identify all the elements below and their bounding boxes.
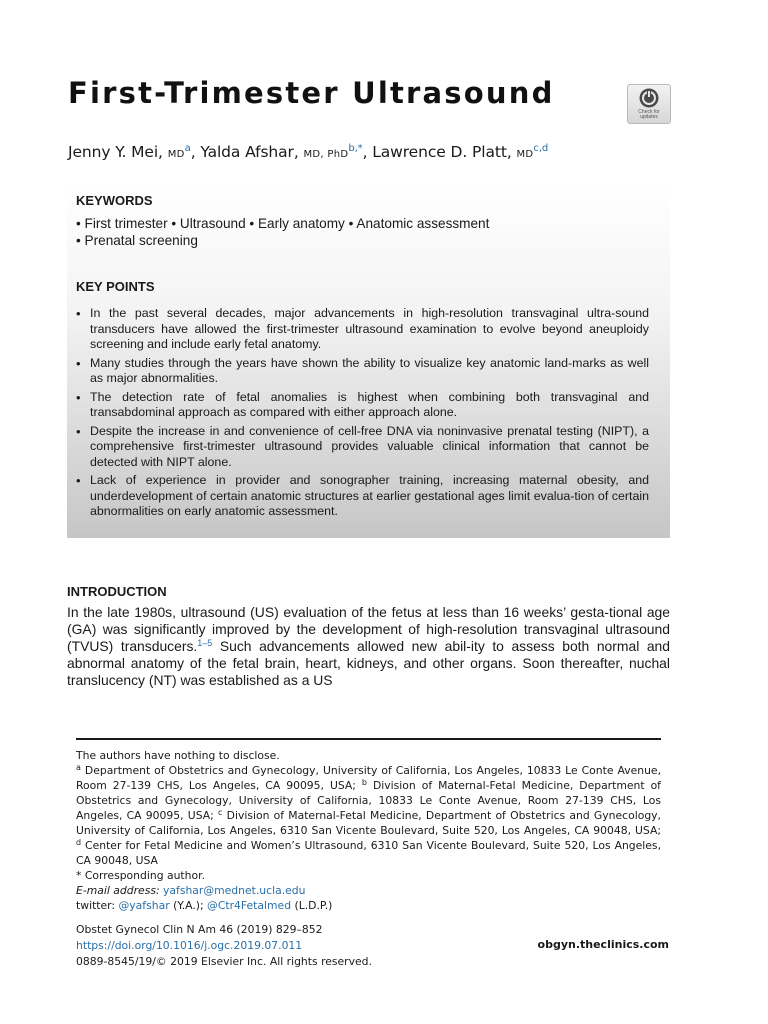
key-point-item: • The detection rate of fetal anomalies is highest when combining both transvaginal and transabdominal approach as compared with either approach alone. [76, 390, 649, 421]
corresponding-author-note: * Corresponding author. [76, 869, 205, 882]
email-line [76, 883, 661, 898]
author-degree: MD [516, 149, 534, 160]
affiliation-marker: b [361, 778, 367, 787]
author-affiliation-link[interactable]: b,* [348, 143, 363, 154]
key-point-item: • In the past several decades, major advancements in high-resolution transvaginal ultra-sound transducers have allowed the first-trimester ultrasound examination to evolve beyond aneuploidy screening and include early fetal anatomy. [76, 306, 649, 353]
journal-info [76, 922, 372, 970]
affiliation-text: Center for Fetal Medicine and Women’s Ultrasound, 6310 San Vicente Boulevard, Suite 520, Los Angeles, CA 90048, USA [76, 839, 661, 867]
journal-citation: Obstet Gynecol Clin N Am 46 (2019) 829–852 [76, 923, 323, 936]
keywords-line: • First trimester • Ultrasound • Early anatomy • Anatomic assessment [76, 216, 490, 231]
footnote-divider [76, 738, 661, 740]
affiliations [76, 763, 661, 868]
author-degree: MD [167, 149, 185, 160]
introduction-paragraph [67, 604, 670, 689]
key-points-list [76, 306, 649, 523]
keywords-heading: KEYWORDS [76, 193, 153, 208]
author-name: Jenny Y. Mei, [68, 143, 163, 161]
copyright-line: 0889-8545/19/© 2019 Elsevier Inc. All rights reserved. [76, 955, 372, 968]
author-name: Lawrence D. Platt, [372, 143, 512, 161]
affiliation-marker: c [218, 808, 223, 817]
email-link[interactable]: yafshar@mednet.ucla.edu [163, 884, 306, 897]
key-point-item: • Many studies through the years have shown the ability to visualize key anatomic land-marks as well as major abnormalities. [76, 356, 649, 387]
badge-label: Check for updates [638, 109, 660, 120]
article-title: First-Trimester Ultrasound [68, 76, 555, 110]
introduction-heading: INTRODUCTION [67, 584, 167, 599]
citation-link[interactable]: 1–5 [197, 638, 213, 648]
keywords-list [76, 215, 656, 249]
twitter-note: (Y.A.); [173, 899, 204, 912]
intro-text: Such advancements allowed new abil-ity to assess both normal and abnormal anatomy of the fetal brain, heart, kidneys, and other organs. Soon thereafter, nuchal translucency (NT) was established as a US [67, 638, 670, 688]
author-list: Jenny Y. Mei, $MD^a$, Yalda Afshar, MD, PhD$^{b,*}$, Lawrence D. Platt, MD$^{c,d}$ [68, 143, 549, 161]
twitter-link-yafshar[interactable]: @yafshar [118, 899, 170, 912]
keywords-keypoints-box [67, 182, 670, 538]
affiliation-text: Division of Maternal-Fetal Medicine, Department of Obstetrics and Gynecology, University of California, 10833 Le Conte Avenue, Room 27-139 CHS, Los Angeles, CA 90095, USA; [76, 779, 661, 822]
journal-website[interactable]: obgyn.theclinics.com [537, 938, 669, 951]
doi-link[interactable]: https://doi.org/10.1016/j.ogc.2019.07.011 [76, 939, 303, 952]
key-point-item: • Despite the increase in and convenience of cell-free DNA via noninvasive prenatal testing (NIPT), a comprehensive first-trimester ultrasound provides valuable clinical information that cannot be detected with NIPT alone. [76, 424, 649, 471]
key-point-item: • Lack of experience in provider and sonographer training, increasing maternal obesity, and underdevelopment of certain anatomic structures at earlier gestational ages limit evalua-tion of certain abnormalities on early anatomic assessment. [76, 473, 649, 520]
email-label: E-mail address: [76, 884, 160, 897]
disclosure-note: The authors have nothing to disclose. [76, 749, 280, 762]
twitter-note: (L.D.P.) [294, 899, 333, 912]
affiliation-marker: a [76, 763, 81, 772]
affiliation-marker: d [76, 838, 82, 847]
twitter-label: twitter: [76, 899, 116, 912]
twitter-link-ctr4fetalmed[interactable]: @Ctr4Fetalmed [207, 899, 292, 912]
footnotes [76, 748, 661, 913]
author-name: Yalda Afshar, [200, 143, 299, 161]
keywords-line: • Prenatal screening [76, 233, 198, 248]
check-for-updates-badge[interactable] [627, 84, 671, 124]
twitter-line [76, 898, 661, 913]
author-affiliation-link[interactable]: a [184, 143, 191, 154]
author-affiliation-link[interactable]: c,d [533, 143, 549, 154]
affiliation-text: Department of Obstetrics and Gynecology, University of California, Los Angeles, 10833 Le Conte Avenue, Room 27-139 CHS, Los Angeles, CA 90095, USA; [76, 764, 661, 792]
key-points-heading: KEY POINTS [76, 279, 155, 294]
check-updates-icon [638, 87, 660, 109]
author-degree: MD, PhD [303, 149, 349, 160]
affiliation-text: Division of Maternal-Fetal Medicine, Department of Obstetrics and Gynecology, University of California, Los Angeles, 6310 San Vicente Boulevard, Suite 520, Los Angeles, CA 90048, USA; [76, 809, 661, 837]
intro-text: In the late 1980s, ultrasound (US) evaluation of the fetus at less than 16 weeks’ gesta-tional age (GA) was significantly improved by the development of high-resolution transvaginal ultrasound (TVUS) transducers. [67, 604, 670, 654]
